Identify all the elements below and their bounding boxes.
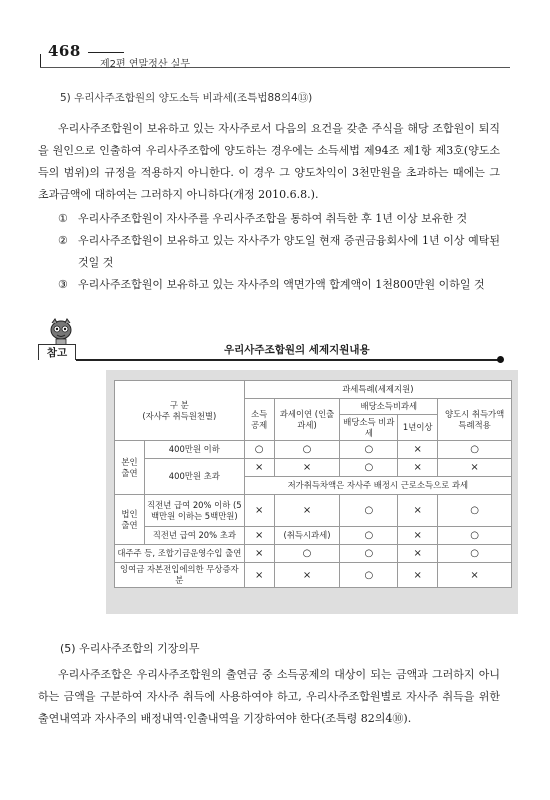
- row-label: 대주주 등, 조합기금운영수입 출연: [115, 545, 245, 563]
- table-row: [115, 495, 512, 527]
- header-one-year: 1년이상: [398, 415, 438, 441]
- cell-value: ×: [398, 545, 438, 563]
- list-text: 우리사주조합원이 보유하고 있는 자사주의 액면가액 합계액이 1천800만원 이하일 것: [78, 278, 485, 291]
- cell-value: ×: [398, 527, 438, 545]
- body-paragraph-2: 우리사주조합은 우리사주조합원의 출연금 중 소득공제의 대상이 되는 금액과 그러하지 아니하는 금액을 구분하여 자사주 취득에 사용하여야 하고, 우리사주조합원별로 자사주 취득을 위한 출연내역과 자사주의 배정내역·인출내역을 기장하여야 한다(조특령 82의4⑩).: [38, 668, 500, 725]
- note-rule: [76, 359, 500, 361]
- header-income-deduction: 소득 공제: [244, 399, 274, 441]
- cell-value: ○: [438, 545, 512, 563]
- row-label: 직전년 급여 20% 이하 (5백만원 이하는 5백만원): [144, 495, 244, 527]
- cell-value: ×: [244, 545, 274, 563]
- cell-value: ×: [244, 527, 274, 545]
- part-title: 제2편 연말정산 실무: [100, 59, 190, 70]
- row-label: 400만원 초과: [144, 459, 244, 495]
- cell-value: ○: [340, 495, 398, 527]
- cell-value: (취득시과세): [274, 527, 340, 545]
- list-number: ①: [58, 212, 68, 225]
- cell-value: ×: [398, 563, 438, 588]
- cell-value: ○: [340, 441, 398, 459]
- cell-value: ○: [438, 527, 512, 545]
- cell-value: ○: [340, 527, 398, 545]
- note-box-header: [38, 318, 504, 362]
- header-tax-special: 과세특례(세제지원): [244, 381, 511, 399]
- header-dividend-exempt: 배당소득비과세: [340, 399, 438, 415]
- table-row: [115, 459, 512, 477]
- cell-value: ×: [438, 563, 512, 588]
- row-note: 저가취득차액은 자사주 배정시 근로소득으로 과세: [244, 477, 511, 495]
- note-title: 우리사주조합원의 세제지원내용: [224, 344, 370, 356]
- header-dividend-exempt-sub: 배당소득 비과세: [340, 415, 398, 441]
- section-heading: (5) 우리사주조합의 기장의무: [60, 642, 200, 655]
- header-category: [115, 381, 245, 441]
- cell-value: ○: [340, 545, 398, 563]
- list-text: 우리사주조합원이 보유하고 있는 자사주가 양도일 현재 증권금융회사에 1년 이상 예탁된 것일 것: [78, 234, 500, 269]
- group-self: 본인 출연: [115, 441, 145, 495]
- cell-value: ○: [274, 441, 340, 459]
- list-item: [58, 274, 500, 296]
- cell-value: ×: [274, 495, 340, 527]
- cell-value: ○: [340, 459, 398, 477]
- list-text: 우리사주조합원이 자사주를 우리사주조합을 통하여 취득한 후 1년 이상 보유한 것: [78, 212, 468, 225]
- page-number: 468: [48, 42, 81, 60]
- cell-value: ×: [244, 459, 274, 477]
- list-item: [58, 208, 500, 230]
- table-row: [115, 441, 512, 459]
- cell-value: ×: [438, 459, 512, 477]
- cell-value: ×: [274, 563, 340, 588]
- header-bracket: [40, 54, 50, 68]
- body-paragraph: 우리사주조합원이 보유하고 있는 자사주로서 다음의 요건을 갖춘 주식을 해당 조합원이 퇴직을 원인으로 인출하여 우리사주조합에 양도하는 경우에는 소득세법 제94조 제1항 제3호(양도소득의 범위)의 규정을 적용하지 아니한다. 이 경우 그 양도차익이 3천만원을 초과하는 때에는 그 초과금액에 대하여는 그러하지 아니하다(개정 2010.6.8.).: [38, 122, 500, 201]
- table-row: [115, 563, 512, 588]
- cell-value: ○: [274, 545, 340, 563]
- cell-value: ×: [244, 563, 274, 588]
- header-category-label: 구 분: [169, 399, 189, 410]
- row-label: 잉여금 자본전입에의한 무상증자분: [115, 563, 245, 588]
- header-deferred: 과세이연 (인출과세): [274, 399, 340, 441]
- header-rule-short: [88, 52, 124, 53]
- cell-value: ×: [398, 459, 438, 477]
- cell-value: ○: [340, 563, 398, 588]
- cell-value: ×: [398, 441, 438, 459]
- cell-value: ○: [438, 495, 512, 527]
- note-dot: [497, 356, 504, 363]
- table-row: [115, 545, 512, 563]
- group-corp: 법인 출연: [115, 495, 145, 545]
- tax-support-table: [114, 380, 512, 588]
- table-row: [115, 527, 512, 545]
- header-transfer: 양도시 취득가액 특례적용: [438, 399, 512, 441]
- cell-value: ○: [244, 441, 274, 459]
- cell-value: ×: [398, 495, 438, 527]
- cell-value: ×: [274, 459, 340, 477]
- list-number: ③: [58, 278, 68, 291]
- list-number: ②: [58, 234, 68, 247]
- note-tag: 참고: [38, 344, 76, 360]
- requirement-list: [58, 208, 500, 296]
- cell-value: ○: [438, 441, 512, 459]
- sub-heading: 5) 우리사주조합원의 양도소득 비과세(조특법88의4⑬): [60, 92, 313, 104]
- row-label: 직전년 급여 20% 초과: [144, 527, 244, 545]
- row-label: 400만원 이하: [144, 441, 244, 459]
- page-header: [40, 40, 510, 70]
- header-category-sub: (자사주 취득원천별): [142, 410, 217, 421]
- list-item: [58, 230, 500, 274]
- cell-value: ×: [244, 495, 274, 527]
